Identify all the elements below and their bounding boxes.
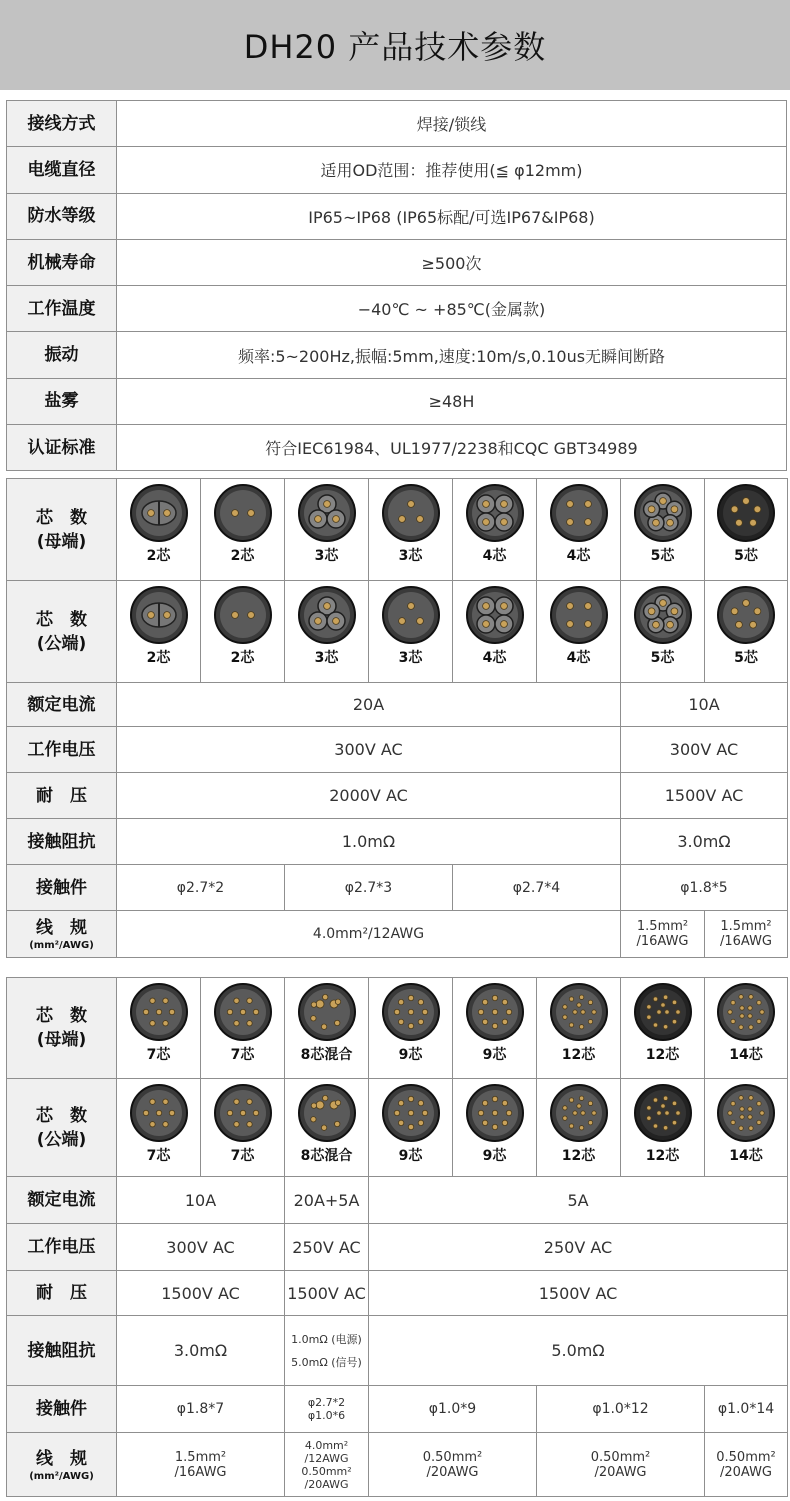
- resistance-value: 1.0mΩ: [117, 819, 621, 865]
- contact-value: φ2.7*2 φ1.0*6: [285, 1386, 369, 1433]
- basic-spec-table: [6, 100, 787, 471]
- core-count: 12芯: [561, 1148, 596, 1164]
- spec-label: 振动: [7, 332, 117, 378]
- connector-3pin-cloverleaf-icon: [296, 482, 358, 544]
- spec-row: [7, 286, 787, 332]
- connector-cell: [453, 479, 537, 581]
- connector-3pin-male-icon: [380, 584, 442, 646]
- connector-cell: [705, 978, 788, 1079]
- connector-cell: [537, 581, 621, 683]
- core-count: 12芯: [645, 1148, 680, 1164]
- core-count: 3芯: [398, 650, 423, 666]
- connector-cell: [369, 581, 453, 683]
- withstand-row: [7, 773, 788, 819]
- wire-row: [7, 1433, 788, 1497]
- contact-value: φ2.7*4: [453, 865, 621, 911]
- core-count: 4芯: [566, 548, 591, 564]
- connector-cell: [537, 978, 621, 1079]
- wire-value: 1.5mm² /16AWG: [117, 1433, 285, 1497]
- connector-cell: [117, 581, 201, 683]
- connector-4pin-male-icon: [548, 584, 610, 646]
- connector-2pin-icon: [212, 482, 274, 544]
- core-count: 9芯: [482, 1047, 507, 1063]
- current-value: 20A+5A: [285, 1177, 369, 1224]
- core-count: 12芯: [645, 1047, 680, 1063]
- spec-row: [7, 332, 787, 378]
- connector-3pin-tri-male-icon: [296, 584, 358, 646]
- label-contact: 接触件: [7, 865, 117, 911]
- contact-value: φ1.8*5: [621, 865, 788, 911]
- core-count: 2芯: [230, 650, 255, 666]
- connector-cell: [201, 479, 285, 581]
- spec-label: 机械寿命: [7, 239, 117, 285]
- connector-12pin-male-icon: [548, 1082, 610, 1144]
- current-row: [7, 1177, 788, 1224]
- contact-value: φ2.7*3: [285, 865, 453, 911]
- connector-cell: [117, 978, 201, 1079]
- connector-5pin-male-icon: [715, 584, 777, 646]
- current-value: 20A: [117, 683, 621, 727]
- connector-cell: [201, 1079, 285, 1177]
- voltage-value: 250V AC: [285, 1224, 369, 1271]
- wire-value: 0.50mm² /20AWG: [369, 1433, 537, 1497]
- female-row: [7, 479, 788, 581]
- label-withstand: 耐 压: [7, 773, 117, 819]
- connector-14pin-icon: [715, 981, 777, 1043]
- resistance-value: 1.0mΩ (电源) 5.0mΩ (信号): [285, 1316, 369, 1386]
- connector-8pin-mixed-male-icon: [296, 1082, 358, 1144]
- contact-row: [7, 1386, 788, 1433]
- contact-value: φ1.0*12: [537, 1386, 705, 1433]
- connector-cell: [369, 479, 453, 581]
- male-row: [7, 1079, 788, 1177]
- core-count: 5芯: [650, 548, 675, 564]
- connector-cell: [537, 479, 621, 581]
- current-value: 5A: [369, 1177, 788, 1224]
- contact-value: φ1.0*14: [705, 1386, 788, 1433]
- connector-cell: [453, 1079, 537, 1177]
- resistance-value: 3.0mΩ: [117, 1316, 285, 1386]
- wire-row: [7, 911, 788, 958]
- core-count: 4芯: [566, 650, 591, 666]
- withstand-value: 1500V AC: [117, 1271, 285, 1316]
- spec-row: [7, 425, 787, 471]
- connector-cell: [201, 978, 285, 1079]
- connector-cell: [621, 1079, 705, 1177]
- connector-5pin-petal-male-icon: [632, 584, 694, 646]
- connector-12pin-icon: [632, 981, 694, 1043]
- connector-5pin-icon: [715, 482, 777, 544]
- male-row: [7, 581, 788, 683]
- connector-cell: [705, 1079, 788, 1177]
- resistance-row: [7, 1316, 788, 1386]
- voltage-row: [7, 1224, 788, 1271]
- connector-7pin-male-icon: [128, 1082, 190, 1144]
- connector-cell: [453, 581, 537, 683]
- voltage-value: 250V AC: [369, 1224, 788, 1271]
- connector-9pin-male-icon: [464, 1082, 526, 1144]
- current-row: [7, 683, 788, 727]
- connector-cell: [369, 978, 453, 1079]
- voltage-value: 300V AC: [621, 727, 788, 773]
- connector-12pin-icon: [548, 981, 610, 1043]
- voltage-row: [7, 727, 788, 773]
- core-count: 9芯: [482, 1148, 507, 1164]
- spec-value: −40℃ ~ +85℃(金属款): [117, 286, 787, 332]
- core-count: 8芯混合: [300, 1148, 353, 1164]
- connector-4pin-icon: [548, 482, 610, 544]
- core-count: 3芯: [314, 650, 339, 666]
- wire-value: 4.0mm²/12AWG: [117, 911, 621, 958]
- connector-cell: [705, 479, 788, 581]
- connector-cell: [621, 978, 705, 1079]
- core-count: 12芯: [561, 1047, 596, 1063]
- connector-12pin-male-icon: [632, 1082, 694, 1144]
- voltage-value: 300V AC: [117, 727, 621, 773]
- wire-value: 1.5mm² /16AWG: [621, 911, 705, 958]
- spec-label: 盐雾: [7, 378, 117, 424]
- spec-label: 电缆直径: [7, 147, 117, 193]
- core-count: 2芯: [146, 650, 171, 666]
- resistance-value: 3.0mΩ: [621, 819, 788, 865]
- core-count: 14芯: [729, 1047, 763, 1063]
- spec-row: [7, 147, 787, 193]
- wire-value: 4.0mm² /12AWG 0.50mm² /20AWG: [285, 1433, 369, 1497]
- spec-value: 频率:5~200Hz,振幅:5mm,速度:10m/s,0.10us无瞬间断路: [117, 332, 787, 378]
- core-count: 4芯: [482, 548, 507, 564]
- connector-2pin-male-icon: [212, 584, 274, 646]
- core-count: 4芯: [482, 650, 507, 666]
- contact-row: [7, 865, 788, 911]
- connector-cell: [285, 479, 369, 581]
- label-voltage: 工作电压: [7, 1224, 117, 1271]
- connector-cell: [117, 1079, 201, 1177]
- spec-label: 工作温度: [7, 286, 117, 332]
- voltage-value: 300V AC: [117, 1224, 285, 1271]
- resistance-row: [7, 819, 788, 865]
- withstand-value: 2000V AC: [117, 773, 621, 819]
- spec-table-7-14-core: [6, 977, 788, 1497]
- current-value: 10A: [117, 1177, 285, 1224]
- spec-value: 符合IEC61984、UL1977/2238和CQC GBT34989: [117, 425, 787, 471]
- label-cores-female: 芯 数 (母端): [7, 978, 117, 1079]
- label-contact: 接触件: [7, 1386, 117, 1433]
- label-current: 额定电流: [7, 683, 117, 727]
- label-voltage: 工作电压: [7, 727, 117, 773]
- connector-3pin-icon: [380, 482, 442, 544]
- wire-value: 0.50mm² /20AWG: [705, 1433, 788, 1497]
- connector-5pin-petal-icon: [632, 482, 694, 544]
- connector-cell: [117, 479, 201, 581]
- core-count: 5芯: [650, 650, 675, 666]
- female-row: [7, 978, 788, 1079]
- core-count: 7芯: [230, 1148, 255, 1164]
- connector-cell: [621, 581, 705, 683]
- connector-cell: [453, 978, 537, 1079]
- connector-9pin-male-icon: [380, 1082, 442, 1144]
- contact-value: φ1.0*9: [369, 1386, 537, 1433]
- label-resistance: 接触阻抗: [7, 819, 117, 865]
- withstand-row: [7, 1271, 788, 1316]
- connector-8pin-mixed-icon: [296, 981, 358, 1043]
- connector-cell: [537, 1079, 621, 1177]
- core-count: 7芯: [146, 1148, 171, 1164]
- wire-value: 1.5mm² /16AWG: [705, 911, 788, 958]
- spec-row: [7, 101, 787, 147]
- spec-value: 焊接/锁线: [117, 101, 787, 147]
- contact-value: φ2.7*2: [117, 865, 285, 911]
- spec-value: 适用OD范围：推荐使用(≦ φ12mm): [117, 147, 787, 193]
- spec-value: ≥500次: [117, 239, 787, 285]
- connector-2pin-oval-male-icon: [128, 584, 190, 646]
- core-count: 9芯: [398, 1047, 423, 1063]
- core-count: 5芯: [734, 650, 758, 666]
- core-count: 2芯: [146, 548, 171, 564]
- connector-7pin-icon: [212, 981, 274, 1043]
- connector-cell: [285, 978, 369, 1079]
- core-count: 3芯: [398, 548, 423, 564]
- spec-row: [7, 193, 787, 239]
- core-count: 7芯: [146, 1047, 171, 1063]
- connector-14pin-male-icon: [715, 1082, 777, 1144]
- connector-7pin-male-icon: [212, 1082, 274, 1144]
- spec-label: 接线方式: [7, 101, 117, 147]
- connector-cell: [285, 1079, 369, 1177]
- core-count: 14芯: [729, 1148, 763, 1164]
- contact-value: φ1.8*7: [117, 1386, 285, 1433]
- label-cores-male: 芯 数 (公端): [7, 581, 117, 683]
- label-cores-male: 芯 数 (公端): [7, 1079, 117, 1177]
- core-count: 3芯: [314, 548, 339, 564]
- core-count: 7芯: [230, 1047, 255, 1063]
- connector-cell: [621, 479, 705, 581]
- spec-value: ≥48H: [117, 378, 787, 424]
- page-title: DH20 产品技术参数: [0, 0, 790, 90]
- connector-7pin-icon: [128, 981, 190, 1043]
- connector-cell: [201, 581, 285, 683]
- connector-cell: [285, 581, 369, 683]
- spec-label: 认证标准: [7, 425, 117, 471]
- connector-cell: [369, 1079, 453, 1177]
- connector-9pin-icon: [380, 981, 442, 1043]
- label-withstand: 耐 压: [7, 1271, 117, 1316]
- withstand-value: 1500V AC: [369, 1271, 788, 1316]
- spec-row: [7, 239, 787, 285]
- connector-9pin-icon: [464, 981, 526, 1043]
- connector-4pin-cross-icon: [464, 482, 526, 544]
- wire-value: 0.50mm² /20AWG: [537, 1433, 705, 1497]
- spec-table-2-5-core: [6, 478, 788, 958]
- spec-row: [7, 378, 787, 424]
- spec-value: IP65~IP68 (IP65标配/可选IP67&IP68): [117, 193, 787, 239]
- core-count: 2芯: [230, 548, 255, 564]
- connector-cell: [705, 581, 788, 683]
- connector-2pin-oval-icon: [128, 482, 190, 544]
- connector-4pin-cross-male-icon: [464, 584, 526, 646]
- label-cores-female: 芯 数 (母端): [7, 479, 117, 581]
- label-wire: 线 规 (mm²/AWG): [7, 911, 117, 958]
- core-count: 9芯: [398, 1148, 423, 1164]
- resistance-value: 5.0mΩ: [369, 1316, 788, 1386]
- label-resistance: 接触阻抗: [7, 1316, 117, 1386]
- core-count: 5芯: [734, 548, 758, 564]
- label-wire: 线 规 (mm²/AWG): [7, 1433, 117, 1497]
- withstand-value: 1500V AC: [285, 1271, 369, 1316]
- spec-label: 防水等级: [7, 193, 117, 239]
- core-count: 8芯混合: [300, 1047, 353, 1063]
- label-current: 额定电流: [7, 1177, 117, 1224]
- current-value: 10A: [621, 683, 788, 727]
- withstand-value: 1500V AC: [621, 773, 788, 819]
